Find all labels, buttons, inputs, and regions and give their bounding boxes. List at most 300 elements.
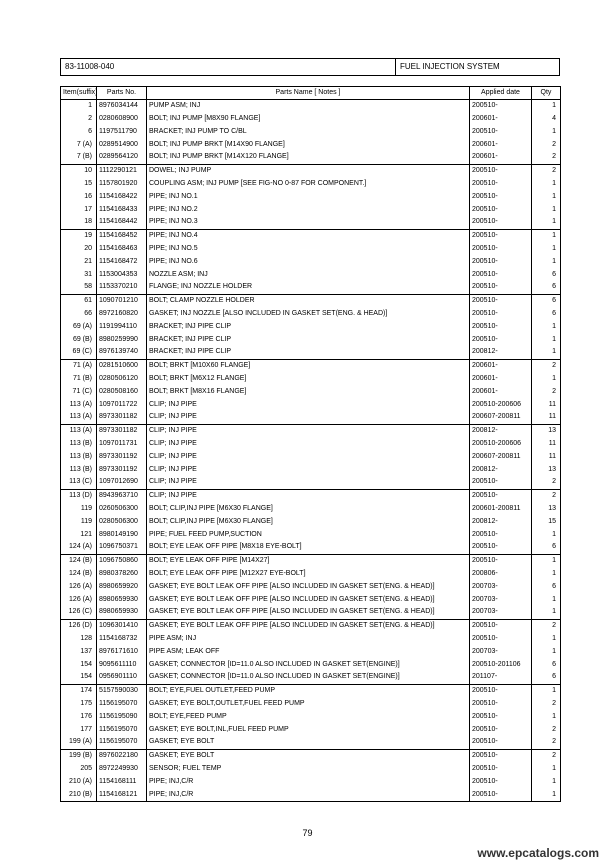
cell-parts-no: 1153004353	[97, 268, 147, 281]
cell-qty: 1	[532, 229, 561, 242]
cell-applied-date: 200510-	[470, 190, 532, 203]
cell-applied-date: 200510-	[470, 619, 532, 632]
table-row	[61, 489, 561, 502]
cell-parts-name: BRACKET; INJ PUMP TO C/BL	[147, 125, 470, 138]
cell-parts-no: 8973301192	[97, 463, 147, 476]
cell-parts-name: CLIP; INJ PIPE	[147, 411, 470, 424]
table-row	[61, 775, 561, 788]
table-row	[61, 788, 561, 801]
column-header-parts-no: Parts No.	[97, 87, 147, 100]
cell-parts-no: 1096750371	[97, 541, 147, 554]
table-row	[61, 619, 561, 632]
cell-qty: 2	[532, 151, 561, 164]
cell-parts-name: PUMP ASM; INJ	[147, 99, 470, 112]
cell-parts-name: CLIP; INJ PIPE	[147, 489, 470, 502]
table-row	[61, 567, 561, 580]
cell-parts-name: BOLT; EYE,FUEL OUTLET,FEED PUMP	[147, 684, 470, 697]
cell-qty: 6	[532, 671, 561, 684]
cell-parts-no: 1157801920	[97, 178, 147, 191]
cell-parts-name: PIPE ASM; INJ	[147, 632, 470, 645]
table-row	[61, 632, 561, 645]
cell-qty: 6	[532, 281, 561, 294]
cell-applied-date: 200601-	[470, 385, 532, 398]
table-row	[61, 281, 561, 294]
cell-qty: 2	[532, 138, 561, 151]
cell-parts-name: CLIP; INJ PIPE	[147, 463, 470, 476]
cell-qty: 2	[532, 723, 561, 736]
cell-parts-no: 0280608900	[97, 113, 147, 126]
cell-qty: 1	[532, 684, 561, 697]
cell-parts-name: CLIP; INJ PIPE	[147, 476, 470, 489]
cell-applied-date: 200510-200606	[470, 398, 532, 411]
cell-applied-date: 200601-	[470, 373, 532, 386]
table-row	[61, 243, 561, 256]
cell-item: 10	[61, 164, 97, 177]
cell-qty: 2	[532, 749, 561, 762]
cell-parts-no: 1156195090	[97, 710, 147, 723]
cell-parts-name: GASKET; CONNECTOR [ID=11.0 ALSO INCLUDED IN GASKET SET(ENGINE)]	[147, 658, 470, 671]
cell-applied-date: 200510-	[470, 255, 532, 268]
cell-parts-no: 0280508160	[97, 385, 147, 398]
cell-parts-no: 1090701210	[97, 294, 147, 307]
cell-parts-no: 0956901110	[97, 671, 147, 684]
table-row	[61, 411, 561, 424]
table-row	[61, 515, 561, 528]
cell-parts-name: BOLT; EYE LEAK OFF PIPE [M8X18 EYE-BOLT]	[147, 541, 470, 554]
cell-parts-no: 1156195070	[97, 736, 147, 749]
cell-parts-name: CLIP; INJ PIPE	[147, 424, 470, 437]
table-row	[61, 593, 561, 606]
cell-qty: 2	[532, 736, 561, 749]
cell-applied-date: 200510-	[470, 178, 532, 191]
cell-item: 21	[61, 255, 97, 268]
cell-applied-date: 200703-	[470, 645, 532, 658]
cell-parts-name: GASKET; EYE BOLT	[147, 749, 470, 762]
cell-parts-name: GASKET; EYE BOLT LEAK OFF PIPE [ALSO INCLUDED IN GASKET SET(ENG. & HEAD)]	[147, 593, 470, 606]
cell-parts-name: SENSOR; FUEL TEMP	[147, 762, 470, 775]
table-row	[61, 503, 561, 516]
cell-applied-date: 200510-	[470, 788, 532, 801]
cell-applied-date: 200510-	[470, 710, 532, 723]
cell-qty: 6	[532, 268, 561, 281]
cell-applied-date: 200510-	[470, 268, 532, 281]
cell-parts-no: 8976022180	[97, 749, 147, 762]
table-row	[61, 190, 561, 203]
system-title: FUEL INJECTION SYSTEM	[400, 62, 500, 71]
cell-parts-no: 1097011722	[97, 398, 147, 411]
cell-parts-name: GASKET; CONNECTOR [ID=11.0 ALSO INCLUDED IN GASKET SET(ENGINE)]	[147, 671, 470, 684]
cell-qty: 11	[532, 398, 561, 411]
cell-parts-name: BOLT; EYE LEAK OFF PIPE [M12X27 EYE-BOLT]	[147, 567, 470, 580]
cell-applied-date: 200510-	[470, 723, 532, 736]
cell-applied-date: 200510-	[470, 697, 532, 710]
cell-applied-date: 200510-	[470, 216, 532, 229]
cell-applied-date: 200510-	[470, 203, 532, 216]
cell-item: 31	[61, 268, 97, 281]
table-row	[61, 476, 561, 489]
cell-applied-date: 200510-	[470, 762, 532, 775]
cell-parts-name: BOLT; CLIP,INJ PIPE [M6X30 FLANGE]	[147, 503, 470, 516]
cell-applied-date: 200601-	[470, 138, 532, 151]
cell-applied-date: 200510-	[470, 333, 532, 346]
cell-item: 124 (B)	[61, 567, 97, 580]
cell-parts-no: 1096750860	[97, 554, 147, 567]
cell-item: 71 (C)	[61, 385, 97, 398]
cell-qty: 13	[532, 424, 561, 437]
cell-qty: 13	[532, 463, 561, 476]
cell-qty: 1	[532, 632, 561, 645]
cell-parts-name: GASKET; INJ NOZZLE [ALSO INCLUDED IN GASKET SET(ENG. & HEAD)]	[147, 308, 470, 321]
cell-qty: 1	[532, 710, 561, 723]
cell-parts-no: 0289564120	[97, 151, 147, 164]
cell-applied-date: 200510-	[470, 320, 532, 333]
cell-item: 6	[61, 125, 97, 138]
cell-qty: 6	[532, 308, 561, 321]
watermark: www.epcatalogs.com	[477, 846, 599, 860]
table-row	[61, 671, 561, 684]
cell-parts-name: BRACKET; INJ PIPE CLIP	[147, 346, 470, 359]
cell-parts-no: 8972160820	[97, 308, 147, 321]
cell-item: 119	[61, 503, 97, 516]
column-header-applied-date: Applied date	[470, 87, 532, 100]
cell-applied-date: 200812-	[470, 424, 532, 437]
cell-item: 126 (C)	[61, 606, 97, 619]
cell-qty: 1	[532, 593, 561, 606]
cell-qty: 6	[532, 541, 561, 554]
cell-parts-no: 0280506120	[97, 373, 147, 386]
cell-applied-date: 200510-	[470, 243, 532, 256]
cell-qty: 1	[532, 125, 561, 138]
cell-parts-no: 1154168433	[97, 203, 147, 216]
table-row	[61, 528, 561, 541]
cell-parts-name: GASKET; EYE BOLT,INL,FUEL FEED PUMP	[147, 723, 470, 736]
table-header-row	[61, 87, 561, 100]
cell-qty: 1	[532, 243, 561, 256]
cell-qty: 1	[532, 255, 561, 268]
table-row	[61, 320, 561, 333]
cell-parts-no: 1154168121	[97, 788, 147, 801]
cell-item: 71 (A)	[61, 359, 97, 372]
cell-qty: 2	[532, 385, 561, 398]
cell-qty: 1	[532, 333, 561, 346]
cell-item: 113 (C)	[61, 476, 97, 489]
cell-qty: 6	[532, 580, 561, 593]
cell-qty: 2	[532, 489, 561, 502]
cell-item: 69 (A)	[61, 320, 97, 333]
cell-applied-date: 200601-	[470, 359, 532, 372]
cell-parts-name: GASKET; EYE BOLT LEAK OFF PIPE [ALSO INCLUDED IN GASKET SET(ENG. & HEAD)]	[147, 580, 470, 593]
cell-item: 119	[61, 515, 97, 528]
cell-parts-no: 1154168463	[97, 243, 147, 256]
table-row	[61, 658, 561, 671]
table-row	[61, 697, 561, 710]
cell-qty: 4	[532, 113, 561, 126]
cell-parts-no: 8980259990	[97, 333, 147, 346]
cell-parts-name: CLIP; INJ PIPE	[147, 450, 470, 463]
cell-applied-date: 200607-200811	[470, 411, 532, 424]
table-row	[61, 333, 561, 346]
cell-applied-date: 200510-	[470, 229, 532, 242]
cell-applied-date: 200703-	[470, 580, 532, 593]
table-row	[61, 723, 561, 736]
cell-parts-no: 0281510600	[97, 359, 147, 372]
column-header-qty: Qty	[532, 87, 561, 100]
cell-parts-no: 8973301182	[97, 411, 147, 424]
cell-item: 7 (A)	[61, 138, 97, 151]
cell-applied-date: 201107-	[470, 671, 532, 684]
cell-applied-date: 200510-	[470, 476, 532, 489]
cell-qty: 1	[532, 373, 561, 386]
cell-item: 175	[61, 697, 97, 710]
cell-item: 16	[61, 190, 97, 203]
cell-applied-date: 200510-	[470, 164, 532, 177]
cell-qty: 6	[532, 294, 561, 307]
cell-parts-no: 8973301192	[97, 450, 147, 463]
cell-parts-no: 8980378260	[97, 567, 147, 580]
cell-parts-name: BOLT; CLIP,INJ PIPE [M6X30 FLANGE]	[147, 515, 470, 528]
cell-applied-date: 200510-	[470, 281, 532, 294]
cell-applied-date: 200510-	[470, 541, 532, 554]
cell-qty: 1	[532, 346, 561, 359]
cell-parts-name: BOLT; INJ PUMP [M8X90 FLANGE]	[147, 113, 470, 126]
cell-item: 15	[61, 178, 97, 191]
table-row	[61, 346, 561, 359]
cell-item: 113 (A)	[61, 411, 97, 424]
cell-applied-date: 200510-201106	[470, 658, 532, 671]
cell-parts-no: 1154168422	[97, 190, 147, 203]
cell-qty: 1	[532, 99, 561, 112]
cell-parts-name: DOWEL; INJ PUMP	[147, 164, 470, 177]
cell-parts-no: 1156195070	[97, 697, 147, 710]
cell-qty: 2	[532, 164, 561, 177]
cell-item: 20	[61, 243, 97, 256]
cell-parts-no: 8976171610	[97, 645, 147, 658]
cell-qty: 13	[532, 503, 561, 516]
cell-applied-date: 200510-	[470, 99, 532, 112]
cell-applied-date: 200510-	[470, 308, 532, 321]
table-row	[61, 554, 561, 567]
cell-parts-name: PIPE; INJ NO.2	[147, 203, 470, 216]
cell-item: 126 (A)	[61, 580, 97, 593]
cell-item: 58	[61, 281, 97, 294]
cell-parts-no: 8972249930	[97, 762, 147, 775]
cell-qty: 1	[532, 528, 561, 541]
parts-table	[60, 86, 561, 802]
cell-item: 176	[61, 710, 97, 723]
cell-applied-date: 200703-	[470, 593, 532, 606]
cell-qty: 1	[532, 554, 561, 567]
cell-parts-no: 1154168452	[97, 229, 147, 242]
parts-table-body	[61, 99, 561, 801]
cell-qty: 11	[532, 438, 561, 451]
cell-item: 66	[61, 308, 97, 321]
cell-parts-name: NOZZLE ASM; INJ	[147, 268, 470, 281]
cell-applied-date: 200812-	[470, 463, 532, 476]
cell-parts-name: FLANGE; INJ NOZZLE HOLDER	[147, 281, 470, 294]
table-row	[61, 606, 561, 619]
cell-applied-date: 200510-	[470, 528, 532, 541]
table-row	[61, 203, 561, 216]
cell-item: 1	[61, 99, 97, 112]
table-row	[61, 684, 561, 697]
cell-item: 124 (B)	[61, 554, 97, 567]
cell-parts-name: PIPE; INJ NO.1	[147, 190, 470, 203]
cell-parts-no: 1112290121	[97, 164, 147, 177]
cell-parts-no: 8980659920	[97, 580, 147, 593]
cell-item: 121	[61, 528, 97, 541]
table-row	[61, 749, 561, 762]
column-header-parts-name: Parts Name [ Notes ]	[147, 87, 470, 100]
cell-parts-no: 8973301182	[97, 424, 147, 437]
cell-qty: 1	[532, 567, 561, 580]
table-row	[61, 268, 561, 281]
cell-parts-no: 1154168111	[97, 775, 147, 788]
cell-item: 69 (B)	[61, 333, 97, 346]
cell-parts-no: 8976139740	[97, 346, 147, 359]
cell-item: 205	[61, 762, 97, 775]
cell-applied-date: 200510-	[470, 632, 532, 645]
cell-parts-name: GASKET; EYE BOLT LEAK OFF PIPE [ALSO INCLUDED IN GASKET SET(ENG. & HEAD)]	[147, 606, 470, 619]
cell-parts-no: 1156195070	[97, 723, 147, 736]
table-row	[61, 450, 561, 463]
cell-parts-no: 1097011731	[97, 438, 147, 451]
table-row	[61, 762, 561, 775]
cell-applied-date: 200510-200606	[470, 438, 532, 451]
cell-parts-name: PIPE; INJ NO.5	[147, 243, 470, 256]
cell-item: 199 (B)	[61, 749, 97, 762]
cell-qty: 1	[532, 320, 561, 333]
cell-parts-name: GASKET; EYE BOLT LEAK OFF PIPE [ALSO INCLUDED IN GASKET SET(ENG. & HEAD)]	[147, 619, 470, 632]
table-row	[61, 736, 561, 749]
cell-item: 154	[61, 658, 97, 671]
cell-parts-name: BOLT; INJ PUMP BRKT [M14X90 FLANGE]	[147, 138, 470, 151]
table-row	[61, 580, 561, 593]
cell-qty: 2	[532, 476, 561, 489]
cell-item: 128	[61, 632, 97, 645]
document-header	[60, 58, 560, 76]
cell-item: 113 (D)	[61, 489, 97, 502]
table-row	[61, 138, 561, 151]
cell-applied-date: 200806-	[470, 567, 532, 580]
cell-parts-name: BOLT; BRKT [M6X12 FLANGE]	[147, 373, 470, 386]
cell-item: 61	[61, 294, 97, 307]
cell-applied-date: 200510-	[470, 294, 532, 307]
cell-parts-name: BOLT; BRKT [M8X16 FLANGE]	[147, 385, 470, 398]
cell-item: 124 (A)	[61, 541, 97, 554]
cell-applied-date: 200510-	[470, 736, 532, 749]
cell-applied-date: 200812-	[470, 515, 532, 528]
cell-parts-no: 1154168442	[97, 216, 147, 229]
cell-parts-no: 1154168472	[97, 255, 147, 268]
cell-item: 199 (A)	[61, 736, 97, 749]
cell-item: 177	[61, 723, 97, 736]
table-row	[61, 178, 561, 191]
table-row	[61, 216, 561, 229]
cell-parts-name: BOLT; CLAMP NOZZLE HOLDER	[147, 294, 470, 307]
cell-applied-date: 200812-	[470, 346, 532, 359]
cell-item: 69 (C)	[61, 346, 97, 359]
cell-item: 113 (B)	[61, 438, 97, 451]
cell-item: 126 (A)	[61, 593, 97, 606]
cell-item: 113 (B)	[61, 450, 97, 463]
table-row	[61, 373, 561, 386]
cell-parts-name: BRACKET; INJ PIPE CLIP	[147, 333, 470, 346]
cell-parts-no: 1191994110	[97, 320, 147, 333]
cell-parts-name: BOLT; EYE LEAK OFF PIPE [M14X27]	[147, 554, 470, 567]
table-row	[61, 541, 561, 554]
table-row	[61, 99, 561, 112]
cell-qty: 1	[532, 762, 561, 775]
cell-parts-no: 8943963710	[97, 489, 147, 502]
cell-parts-no: 1096301410	[97, 619, 147, 632]
cell-parts-name: PIPE; INJ,C/R	[147, 775, 470, 788]
cell-qty: 1	[532, 216, 561, 229]
document-number: 83-11008-040	[61, 59, 396, 75]
cell-qty: 2	[532, 697, 561, 710]
cell-parts-no: 0289514900	[97, 138, 147, 151]
table-row	[61, 424, 561, 437]
cell-qty: 1	[532, 178, 561, 191]
table-row	[61, 710, 561, 723]
cell-parts-name: BRACKET; INJ PIPE CLIP	[147, 320, 470, 333]
cell-item: 113 (B)	[61, 463, 97, 476]
cell-applied-date: 200510-	[470, 489, 532, 502]
table-row	[61, 164, 561, 177]
cell-applied-date: 200601-200811	[470, 503, 532, 516]
cell-parts-name: PIPE; INJ NO.3	[147, 216, 470, 229]
cell-item: 19	[61, 229, 97, 242]
cell-item: 154	[61, 671, 97, 684]
cell-applied-date: 200601-	[470, 113, 532, 126]
cell-parts-name: COUPLING ASM; INJ PUMP [SEE FIG-NO 0-87 FOR COMPONENT.]	[147, 178, 470, 191]
table-row	[61, 398, 561, 411]
table-row	[61, 125, 561, 138]
cell-qty: 15	[532, 515, 561, 528]
cell-qty: 1	[532, 775, 561, 788]
table-row	[61, 294, 561, 307]
cell-applied-date: 200703-	[470, 606, 532, 619]
table-row	[61, 308, 561, 321]
cell-parts-no: 9095611110	[97, 658, 147, 671]
cell-parts-no: 1153370210	[97, 281, 147, 294]
cell-parts-name: BOLT; BRKT [M10X60 FLANGE]	[147, 359, 470, 372]
table-row	[61, 463, 561, 476]
table-row	[61, 359, 561, 372]
cell-parts-name: PIPE; FUEL FEED PUMP,SUCTION	[147, 528, 470, 541]
cell-item: 2	[61, 113, 97, 126]
cell-parts-no: 1197511790	[97, 125, 147, 138]
cell-applied-date: 200510-	[470, 125, 532, 138]
cell-parts-no: 0280506300	[97, 515, 147, 528]
cell-parts-no: 0260506300	[97, 503, 147, 516]
cell-parts-name: PIPE; INJ,C/R	[147, 788, 470, 801]
cell-item: 174	[61, 684, 97, 697]
cell-parts-name: CLIP; INJ PIPE	[147, 438, 470, 451]
cell-qty: 1	[532, 190, 561, 203]
cell-parts-name: GASKET; EYE BOLT	[147, 736, 470, 749]
cell-parts-name: PIPE; INJ NO.6	[147, 255, 470, 268]
cell-item: 17	[61, 203, 97, 216]
cell-applied-date: 200607-200811	[470, 450, 532, 463]
cell-parts-no: 8980149190	[97, 528, 147, 541]
cell-qty: 1	[532, 203, 561, 216]
cell-qty: 11	[532, 411, 561, 424]
cell-applied-date: 200510-	[470, 554, 532, 567]
column-header-item: Item(suffix)	[61, 87, 97, 100]
cell-parts-no: 8980659930	[97, 593, 147, 606]
cell-item: 210 (A)	[61, 775, 97, 788]
cell-applied-date: 200510-	[470, 684, 532, 697]
